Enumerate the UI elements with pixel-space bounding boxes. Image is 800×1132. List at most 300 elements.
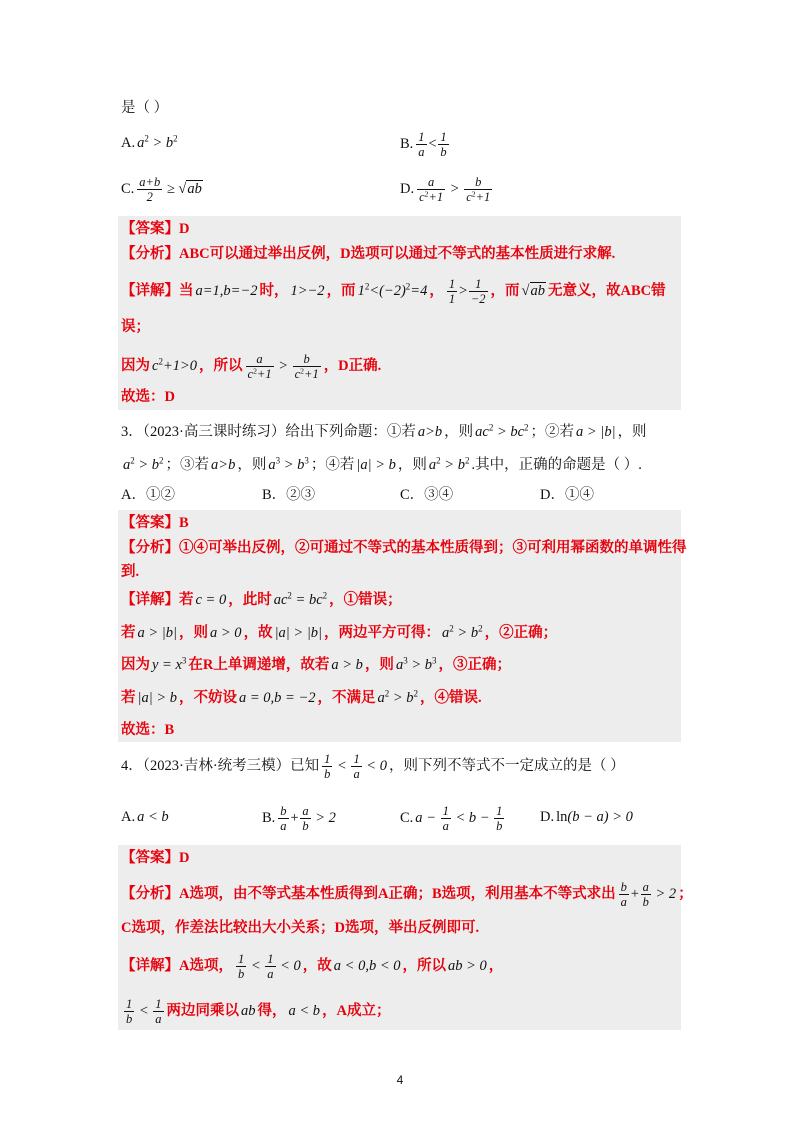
text-run: ，A成立； — [322, 1003, 391, 1020]
fraction — [464, 175, 492, 205]
text-run: ； — [678, 886, 693, 903]
text-run: ，D正确. — [323, 358, 382, 375]
math-expression — [243, 352, 324, 382]
text-run: c — [247, 367, 254, 382]
text-run: c — [466, 190, 472, 205]
text-run: + — [629, 886, 640, 903]
text-run: b — [475, 175, 482, 189]
text-run: ；④若 — [310, 457, 355, 473]
text-run: 2 — [300, 366, 305, 376]
text-run: + — [289, 810, 300, 827]
text-run: b — [303, 352, 310, 366]
text-run: a — [442, 625, 450, 641]
text-run: 因为 — [121, 358, 150, 375]
radical-sign — [522, 283, 530, 299]
text-run: 2 — [436, 455, 441, 466]
text-run: +1 — [304, 367, 319, 382]
text-run: < — [333, 758, 351, 775]
text-run: 1 — [267, 952, 274, 966]
math-expression — [194, 283, 260, 299]
text-run: c — [152, 358, 159, 375]
text-run: ac — [273, 592, 288, 608]
text-run: 若 — [121, 625, 136, 641]
text-run: ，不满足 — [317, 690, 376, 706]
text-run: 4．（2023·吉林·统考三模）已知 — [121, 758, 320, 775]
superscript — [524, 423, 529, 433]
q4-stem — [121, 752, 625, 782]
text-run: +1 — [428, 190, 444, 205]
q4-detail-line-2 — [121, 997, 391, 1027]
text-run: ac — [475, 424, 489, 440]
text-run: −2 — [470, 292, 486, 307]
text-run: 2 — [449, 623, 454, 634]
math-expression — [354, 457, 398, 473]
text-run: b — [237, 967, 245, 982]
radicand — [530, 282, 547, 299]
fraction — [447, 277, 457, 307]
text-run: > — [148, 135, 166, 151]
text-run: ，而 — [490, 283, 520, 300]
numerator — [153, 997, 163, 1012]
math-expression — [272, 592, 329, 608]
text-run: 2 — [413, 688, 419, 699]
text-run: > 2 — [311, 810, 336, 827]
text-run: 1 — [357, 283, 365, 300]
square-root — [522, 282, 546, 299]
math-expression — [194, 592, 229, 608]
math-expression — [135, 135, 180, 151]
text-run: b — [642, 895, 649, 910]
superscript — [478, 624, 483, 634]
text-run: ；③若 — [165, 457, 210, 473]
text-run: < 0 — [276, 958, 301, 975]
text-run: 【详解】A选项， — [121, 958, 233, 975]
text-run: ，则 — [444, 424, 474, 440]
text-run: √ — [178, 181, 187, 198]
fraction — [124, 997, 134, 1027]
text-run: ，则下列不等式不一定成立的是（ ） — [388, 758, 625, 775]
text-run: c — [419, 190, 425, 205]
text-run: A. — [121, 809, 136, 825]
text-run: a — [428, 457, 437, 473]
text-run: b — [126, 1012, 133, 1027]
math-expression — [444, 277, 491, 307]
q4-analysis-line-2 — [121, 915, 479, 941]
text-run: a — [395, 657, 404, 673]
text-run: 【分析】①④可举出反例，②可通过不等式的基本性质得到；③可利用幂函数的单调性得 — [121, 540, 687, 556]
q4-option-b — [262, 804, 338, 834]
text-run: a — [268, 457, 276, 473]
text-run: C选项，作差法比较出大小关系；D选项，举出反例即可. — [121, 920, 480, 936]
math-expression — [150, 358, 199, 374]
text-run: ，故 — [302, 958, 332, 975]
q4-answer — [121, 845, 189, 871]
text-run: 误； — [121, 319, 150, 335]
q4-option-d — [540, 804, 635, 830]
text-run: 2 — [364, 281, 370, 292]
text-run: b — [302, 819, 309, 834]
denominator — [416, 145, 426, 159]
text-run: 2 — [173, 133, 178, 144]
numerator — [236, 952, 246, 967]
text-run: a — [302, 804, 309, 818]
fraction — [322, 752, 332, 782]
text-run: > b — [389, 690, 414, 706]
math-expression — [275, 804, 338, 834]
text-run: c — [294, 367, 301, 382]
text-run: ，④错误. — [420, 690, 482, 706]
text-run: 2 — [471, 189, 476, 199]
text-run: ，③正确； — [438, 657, 511, 673]
q2-detail-line-3 — [121, 352, 382, 382]
q3-option-c — [400, 482, 453, 508]
text-run: 因为 — [121, 657, 150, 673]
math-expression — [332, 958, 403, 974]
fraction — [153, 997, 163, 1027]
numerator — [278, 804, 288, 819]
text-run: +1>0 — [162, 358, 198, 375]
text-run: > b — [280, 457, 305, 473]
text-run: 1 — [448, 277, 456, 291]
q3-option-b — [262, 482, 315, 508]
text-run: |a| > |b| — [274, 625, 323, 641]
text-run: ，故 — [243, 625, 273, 641]
math-expression — [394, 657, 439, 673]
q2-answer — [121, 216, 189, 242]
math-expression — [329, 657, 365, 673]
numerator — [494, 804, 504, 819]
denominator — [300, 819, 310, 833]
text-run: a=1,b=−2 — [195, 283, 258, 300]
math-expression — [135, 809, 171, 825]
fraction — [494, 804, 504, 834]
q3-answer — [121, 510, 189, 536]
text-run: ，则 — [179, 625, 209, 641]
q2-option-a — [121, 130, 180, 156]
text-run: B. — [262, 810, 276, 827]
text-run: 在R上单调递增，故若 — [188, 657, 330, 673]
text-run: a — [280, 819, 287, 834]
text-run: 2 — [253, 366, 257, 376]
text-run: |a| > b — [137, 690, 178, 706]
text-run: 3 — [181, 655, 187, 666]
text-run: ，所以 — [402, 958, 446, 975]
numerator — [416, 130, 426, 145]
text-run: > b — [440, 457, 465, 473]
math-expression — [616, 880, 679, 910]
text-run: B．②③ — [262, 487, 316, 503]
text-run: < b − — [451, 810, 494, 827]
text-run: ab > 0 — [448, 958, 487, 975]
fraction — [278, 804, 288, 834]
text-run: 1 — [442, 804, 449, 818]
numerator — [469, 277, 488, 292]
numerator — [464, 175, 492, 190]
text-run: 2 — [130, 455, 135, 466]
text-run: ，则 — [397, 457, 427, 473]
text-run: ≥ — [163, 181, 179, 198]
denominator — [153, 1012, 163, 1026]
denominator — [278, 819, 288, 833]
denominator — [293, 367, 321, 381]
text-run: ab — [187, 181, 202, 198]
q3-analysis-line-1 — [121, 535, 687, 561]
text-run: > b — [453, 625, 479, 641]
fraction — [417, 175, 445, 205]
text-run: 2 — [322, 590, 328, 601]
text-run: 【答案】B — [121, 515, 189, 531]
text-run: < — [135, 1003, 153, 1020]
text-run: 1 — [353, 752, 360, 766]
text-run: > b — [134, 457, 160, 473]
text-run: b — [620, 880, 627, 894]
superscript — [173, 134, 178, 144]
denominator — [322, 767, 332, 781]
q2-detail-line-1 — [121, 277, 666, 307]
denominator — [417, 190, 445, 204]
text-run: a>b — [211, 457, 236, 473]
text-run: a < 0,b < 0 — [333, 958, 401, 975]
q2-conclusion — [121, 384, 175, 410]
q3-option-a — [121, 482, 175, 508]
fraction — [236, 952, 246, 982]
text-run: 2 — [146, 190, 153, 205]
numerator — [447, 277, 457, 292]
text-run: 到. — [121, 564, 140, 580]
q2-detail-line-2 — [121, 314, 150, 340]
denominator — [124, 1012, 134, 1026]
superscript — [465, 456, 470, 466]
text-run: 2 — [464, 455, 470, 466]
math-expression — [356, 283, 430, 299]
text-run: ，②正确； — [484, 625, 558, 641]
q3-stem-line-1 — [121, 419, 647, 445]
denominator — [137, 190, 162, 204]
text-run: ，则 — [237, 457, 267, 473]
text-run: 若 — [121, 690, 136, 706]
numerator — [351, 752, 361, 767]
text-run: 2 — [424, 189, 429, 199]
text-run: ab — [530, 283, 545, 300]
text-run: ， — [429, 283, 444, 300]
fraction — [351, 752, 361, 782]
text-run: 3 — [403, 655, 408, 666]
numerator — [438, 130, 448, 145]
math-expression — [554, 809, 635, 825]
text-run: ，此时 — [228, 592, 272, 608]
text-run: a > |b| — [137, 625, 178, 641]
fraction — [246, 352, 274, 382]
text-run: 3．（2023·高三课时练习）给出下列命题：①若 — [121, 424, 416, 440]
text-run: ，两边平方可得： — [324, 625, 441, 641]
superscript — [159, 456, 164, 466]
text-run: √ — [521, 283, 530, 300]
text-run: D. — [400, 181, 415, 198]
q4-detail-line-1 — [121, 952, 504, 982]
text-run: > b — [407, 657, 432, 673]
math-expression — [239, 1003, 258, 1019]
text-run: 2 — [488, 422, 494, 433]
text-run: b — [280, 804, 287, 818]
text-run: D．①④ — [540, 487, 594, 503]
text-run: 2 — [287, 590, 292, 601]
text-run: a < b — [137, 809, 169, 825]
q3-detail-line-4 — [121, 685, 482, 711]
text-run: 2 — [524, 422, 529, 433]
text-run: ，则 — [364, 657, 394, 673]
text-run: a — [155, 1012, 162, 1027]
text-run: 1 — [418, 130, 425, 144]
math-expression — [520, 283, 548, 299]
text-run: c = 0 — [195, 592, 227, 608]
text-run: ，不妨设 — [179, 690, 238, 706]
math-expression — [319, 752, 389, 782]
text-run: C. — [400, 810, 414, 827]
text-run: 1 — [324, 752, 331, 766]
math-expression — [150, 657, 188, 673]
text-run: < — [247, 958, 265, 975]
text-run: a — [642, 880, 649, 894]
denominator — [619, 895, 629, 909]
math-expression — [273, 625, 324, 641]
text-run: a — [442, 819, 449, 834]
fraction — [293, 352, 321, 382]
text-run: a>b — [417, 424, 443, 440]
text-run: 【详解】当 — [121, 283, 194, 300]
math-expression — [427, 457, 472, 473]
text-run: 【详解】若 — [121, 592, 194, 608]
text-run: ；②若 — [530, 424, 575, 440]
text-run: 1 — [496, 804, 503, 818]
text-run: a — [256, 352, 263, 366]
math-expression — [446, 958, 489, 974]
q3-detail-line-2 — [121, 620, 557, 646]
q2-option-c — [121, 175, 205, 205]
text-run: > 2 — [651, 886, 677, 903]
denominator — [494, 819, 504, 833]
numerator — [322, 752, 332, 767]
q3-stem-line-2 — [121, 452, 642, 478]
page-number: 4 — [396, 1073, 404, 1087]
fraction — [265, 952, 275, 982]
text-run: 时， — [259, 283, 289, 300]
fraction — [469, 277, 488, 307]
q2-stem-tail — [121, 95, 168, 121]
text-run: 1 — [475, 277, 482, 291]
text-run: a — [267, 967, 274, 982]
text-run: 【分析】ABC可以通过举出反例，D选项可以通过不等式的基本性质进行求解. — [121, 246, 616, 262]
text-run: b — [496, 819, 503, 834]
text-run: 2 — [478, 623, 483, 634]
text-run: a > 0 — [210, 625, 242, 641]
text-run: > — [274, 358, 292, 375]
text-run: <(−2) — [369, 283, 406, 300]
fraction — [441, 804, 451, 834]
q3-detail-line-1 — [121, 587, 402, 613]
text-run: a — [123, 457, 131, 473]
superscript — [182, 656, 187, 666]
text-run: +1 — [475, 190, 491, 205]
text-run: 1 — [448, 292, 456, 307]
text-run: A. — [121, 135, 136, 151]
text-run: 故选：B — [121, 722, 175, 738]
text-run: = bc — [291, 592, 323, 608]
numerator — [641, 880, 651, 895]
superscript — [432, 656, 437, 666]
math-expression — [413, 130, 451, 160]
text-run: ，①错误； — [329, 592, 402, 608]
denominator — [438, 145, 448, 159]
text-run: 【分析】A选项，由不等式基本性质得到A正确；B选项，利用基本不等式求出 — [121, 886, 616, 903]
text-run: b — [440, 145, 447, 160]
math-expression — [574, 424, 618, 440]
text-run: D. — [540, 809, 555, 825]
text-run: a = 0,b = −2 — [239, 690, 316, 706]
text-run: > — [446, 181, 464, 198]
q2-option-b — [400, 130, 452, 160]
math-expression — [440, 625, 485, 641]
math-expression — [134, 175, 205, 205]
math-expression — [136, 625, 180, 641]
q3-detail-line-3 — [121, 652, 511, 678]
text-run: A．①② — [121, 487, 175, 503]
text-run: a > b — [331, 657, 363, 673]
text-run: 1 — [155, 997, 162, 1011]
text-run: 得， — [257, 1003, 287, 1020]
math-expression — [233, 952, 303, 982]
denominator — [236, 967, 246, 981]
text-run: 2 — [159, 455, 164, 466]
text-run: ，所以 — [199, 358, 243, 375]
text-run: a < b — [288, 1003, 321, 1020]
fraction — [416, 130, 426, 160]
text-run: 3 — [304, 455, 309, 466]
text-run: 故选：D — [121, 389, 175, 405]
denominator — [351, 767, 361, 781]
text-run: (b − a) > 0 — [567, 809, 633, 825]
math-expression — [209, 457, 237, 473]
math-expression — [287, 1003, 323, 1019]
text-run: 【答案】D — [121, 850, 190, 866]
math-expression — [413, 804, 507, 834]
text-run: 2 — [144, 133, 149, 144]
text-run: 1>−2 — [290, 283, 325, 300]
text-run: 1 — [440, 130, 447, 144]
numerator — [300, 804, 310, 819]
function-name — [556, 809, 567, 825]
numerator — [417, 175, 445, 190]
text-run: b — [165, 135, 174, 151]
text-run: .其中，正确的命题是（ ）. — [471, 457, 642, 473]
q3-analysis-line-2 — [121, 559, 139, 585]
text-run: C．③④ — [400, 487, 454, 503]
q3-option-d — [540, 482, 594, 508]
denominator — [447, 292, 457, 306]
text-run: 无意义，故ABC错 — [548, 283, 666, 300]
q4-analysis-line-1 — [121, 880, 693, 910]
text-run: < — [427, 136, 438, 153]
math-expression — [288, 283, 326, 299]
text-run: < 0 — [362, 758, 387, 775]
text-run: C. — [121, 181, 135, 198]
text-run: ，则 — [617, 424, 647, 440]
superscript — [304, 456, 309, 466]
math-expression — [136, 690, 180, 706]
numerator — [246, 352, 274, 367]
text-run: a — [377, 690, 385, 706]
denominator — [469, 292, 488, 306]
math-expression — [416, 424, 444, 440]
